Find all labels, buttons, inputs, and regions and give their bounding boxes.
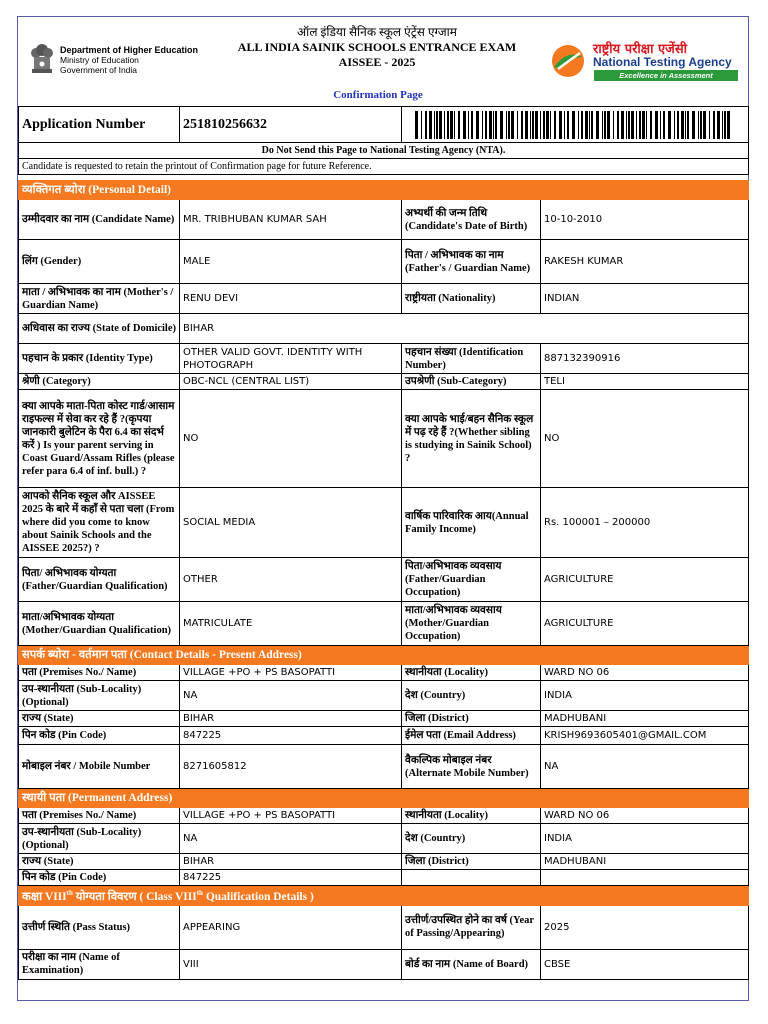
dob-label: अभ्यर्थी की जन्म तिथि (Candidate's Date of Birth) — [402, 200, 541, 240]
mobile-value: 8271605812 — [180, 745, 402, 789]
income-value: Rs. 100001 – 200000 — [541, 488, 749, 558]
identity-type-label: पहचान के प्रकार (Identity Type) — [19, 344, 180, 374]
sibling-value: NO — [541, 390, 749, 488]
dob-value: 10-10-2010 — [541, 200, 749, 240]
nationality-label: राष्ट्रीयता (Nationality) — [402, 284, 541, 314]
dept-name: Department of Higher Education — [60, 45, 199, 55]
present-state: BIHAR — [180, 711, 402, 727]
candidate-name: MR. TRIBHUBAN KUMAR SAH — [180, 200, 402, 240]
father-qualification: OTHER — [180, 558, 402, 602]
barcode-icon — [415, 111, 735, 139]
board-label: बोर्ड का नाम (Name of Board) — [402, 949, 541, 979]
pass-status: APPEARING — [180, 905, 402, 949]
present-locality: WARD NO 06 — [541, 665, 749, 681]
section-contact: सपर्क ब्योरा - वर्तमान पता (Contact Details - Present Address) — [19, 646, 749, 665]
ministry-name: Ministry of Education — [60, 55, 139, 65]
mother-qualification-label: माता/अभिभावक योग्यता (Mother/Guardian Qualification) — [19, 602, 180, 646]
present-pin: 847225 — [180, 727, 402, 745]
permanent-premises-label: पता (Premises No./ Name) — [19, 808, 180, 824]
section-class8 — [19, 886, 749, 906]
application-number: 251810256632 — [180, 107, 402, 143]
father-occupation: AGRICULTURE — [541, 558, 749, 602]
gender-label: लिंग (Gender) — [19, 240, 180, 284]
application-number-label: Application Number — [19, 107, 180, 143]
permanent-locality: WARD NO 06 — [541, 808, 749, 824]
permanent-premises: VILLAGE +PO + PS BASOPATTI — [180, 808, 402, 824]
class8-sup-1: th — [66, 889, 73, 897]
title-english: ALL INDIA SAINIK SCHOOLS ENTRANCE EXAM — [237, 40, 517, 54]
present-state-label: राज्य (State) — [19, 711, 180, 727]
permanent-state-label: राज्य (State) — [19, 854, 180, 870]
candidate-name-label: उम्मीदवार का नाम (Candidate Name) — [19, 200, 180, 240]
nta-name-english: National Testing Agency — [593, 55, 732, 69]
empty-cell — [541, 870, 749, 886]
mother-name: RENU DEVI — [180, 284, 402, 314]
class8-prefix: कक्षा VIII — [22, 890, 67, 903]
present-premises: VILLAGE +PO + PS BASOPATTI — [180, 665, 402, 681]
permanent-district-label: जिला (District) — [402, 854, 541, 870]
subcategory-value: TELI — [541, 374, 749, 390]
year-label: उत्तीर्ण/उपस्थित होने का वर्ष (Year of Passing/Appearing) — [402, 905, 541, 949]
category-label: श्रेणी (Category) — [19, 374, 180, 390]
permanent-pin-label: पिन कोड (Pin Code) — [19, 870, 180, 886]
alt-mobile-value: NA — [541, 745, 749, 789]
class8-suffix: Qualification Details ) — [202, 890, 314, 903]
father-name-label: पिता / अभिभावक का नाम (Father's / Guardian Name) — [402, 240, 541, 284]
mother-occupation-label: माता/अभिभावक व्यवसाय (Mother/Guardian Occupation) — [402, 602, 541, 646]
parent-service-label: क्या आपके माता-पिता कोस्ट गार्ड/आसाम राइफल्स में सेवा कर रहे हैं ?(कृपया जानकारी बुलेटिन के पैरा 6.4 का संदर्भ करें ) Is your parent serving in Coast Guard/Assam Rifles (please refer para 6.4 of inf. bull.) ? — [19, 390, 180, 488]
permanent-pin: 847225 — [180, 870, 402, 886]
retain-notice: Candidate is requested to retain the printout of Confirmation page for future Reference. — [19, 159, 749, 175]
present-pin-label: पिन कोड (Pin Code) — [19, 727, 180, 745]
board-value: CBSE — [541, 949, 749, 979]
present-district: MADHUBANI — [541, 711, 749, 727]
permanent-state: BIHAR — [180, 854, 402, 870]
domicile-value: BIHAR — [180, 314, 749, 344]
present-locality-label: स्थानीयता (Locality) — [402, 665, 541, 681]
father-name: RAKESH KUMAR — [541, 240, 749, 284]
national-emblem-icon — [28, 39, 56, 77]
identity-type: OTHER VALID GOVT. IDENTITY WITH PHOTOGRAPH — [180, 344, 402, 374]
title-hindi: ऑल इंडिया सैनिक स्कूल एंट्रेंस एग्जाम — [297, 25, 457, 39]
confirmation-page — [17, 16, 749, 1001]
mother-qualification: MATRICULATE — [180, 602, 402, 646]
permanent-district: MADHUBANI — [541, 854, 749, 870]
personal-table — [18, 180, 749, 980]
alt-mobile-label: वैकल्पिक मोबाइल नंबर (Alternate Mobile Number) — [402, 745, 541, 789]
id-number: 887132390916 — [541, 344, 749, 374]
do-not-send-notice: Do Not Send this Page to National Testing Agency (NTA). — [19, 143, 749, 159]
permanent-locality-label: स्थानीयता (Locality) — [402, 808, 541, 824]
present-district-label: जिला (District) — [402, 711, 541, 727]
year-value: 2025 — [541, 905, 749, 949]
source-value: SOCIAL MEDIA — [180, 488, 402, 558]
barcode — [402, 107, 749, 143]
father-occupation-label: पिता/अभिभावक व्यवसाय (Father/Guardian Occupation) — [402, 558, 541, 602]
permanent-sublocality: NA — [180, 824, 402, 854]
class8-sup-2: th — [196, 889, 203, 897]
present-premises-label: पता (Premises No./ Name) — [19, 665, 180, 681]
exam-name: AISSEE - 2025 — [338, 55, 416, 69]
mother-name-label: माता / अभिभावक का नाम (Mother's / Guardian Name) — [19, 284, 180, 314]
id-number-label: पहचान संख्या (Identification Number) — [402, 344, 541, 374]
subcategory-label: उपश्रेणी (Sub-Category) — [402, 374, 541, 390]
present-country: INDIA — [541, 681, 749, 711]
section-personal: व्यक्तिगत ब्योरा (Personal Detail) — [19, 181, 749, 200]
exam-name-value: VIII — [180, 949, 402, 979]
permanent-country: INDIA — [541, 824, 749, 854]
empty-cell — [402, 870, 541, 886]
present-sublocality-label: उप-स्थानीयता (Sub-Locality)(Optional) — [19, 681, 180, 711]
section-permanent: स्थायी पता (Permanent Address) — [19, 789, 749, 808]
email-value: KRISH9693605401@GMAIL.COM — [541, 727, 749, 745]
nta-name-hindi: राष्ट्रीय परीक्षा एजेंसी — [593, 42, 687, 57]
sibling-label: क्या आपके भाई/बहन सैनिक स्कूल में पढ़ रहे हैं ?(Whether sibling is studying in Sainik School) ? — [402, 390, 541, 488]
department-block — [60, 45, 198, 75]
source-label: आपको सैनिक स्कूल और AISSEE 2025 के बारे में कहाँ से पता चला (From where did you come to know about Sainik Schools and the AISSEE 2025?) ? — [19, 488, 180, 558]
permanent-sublocality-label: उप-स्थानीयता (Sub-Locality)(Optional) — [19, 824, 180, 854]
page-header — [18, 17, 748, 105]
pass-status-label: उत्तीर्ण स्थिति (Pass Status) — [19, 905, 180, 949]
parent-service-value: NO — [180, 390, 402, 488]
domicile-label: अधिवास का राज्य (State of Domicile) — [19, 314, 180, 344]
permanent-country-label: देश (Country) — [402, 824, 541, 854]
government-name: Government of India — [60, 65, 138, 75]
income-label: वार्षिक पारिवारिक आय(Annual Family Income) — [402, 488, 541, 558]
class8-mid: योग्यता विवरण ( Class VIII — [72, 890, 197, 903]
nta-logo-icon — [548, 43, 588, 79]
present-sublocality: NA — [180, 681, 402, 711]
email-label: ईमेल पता (Email Address) — [402, 727, 541, 745]
application-table — [18, 106, 749, 175]
category-value: OBC-NCL (CENTRAL LIST) — [180, 374, 402, 390]
present-country-label: देश (Country) — [402, 681, 541, 711]
mobile-label: मोबाइल नंबर / Mobile Number — [19, 745, 180, 789]
gender-value: MALE — [180, 240, 402, 284]
nationality-value: INDIAN — [541, 284, 749, 314]
exam-title — [208, 25, 546, 70]
exam-name-label: परीक्षा का नाम (Name of Examination) — [19, 949, 180, 979]
father-qualification-label: पिता/ अभिभावक योग्यता (Father/Guardian Qualification) — [19, 558, 180, 602]
confirmation-label: Confirmation Page — [333, 89, 423, 101]
nta-tagline: Excellence in Assessment — [594, 70, 738, 81]
mother-occupation: AGRICULTURE — [541, 602, 749, 646]
